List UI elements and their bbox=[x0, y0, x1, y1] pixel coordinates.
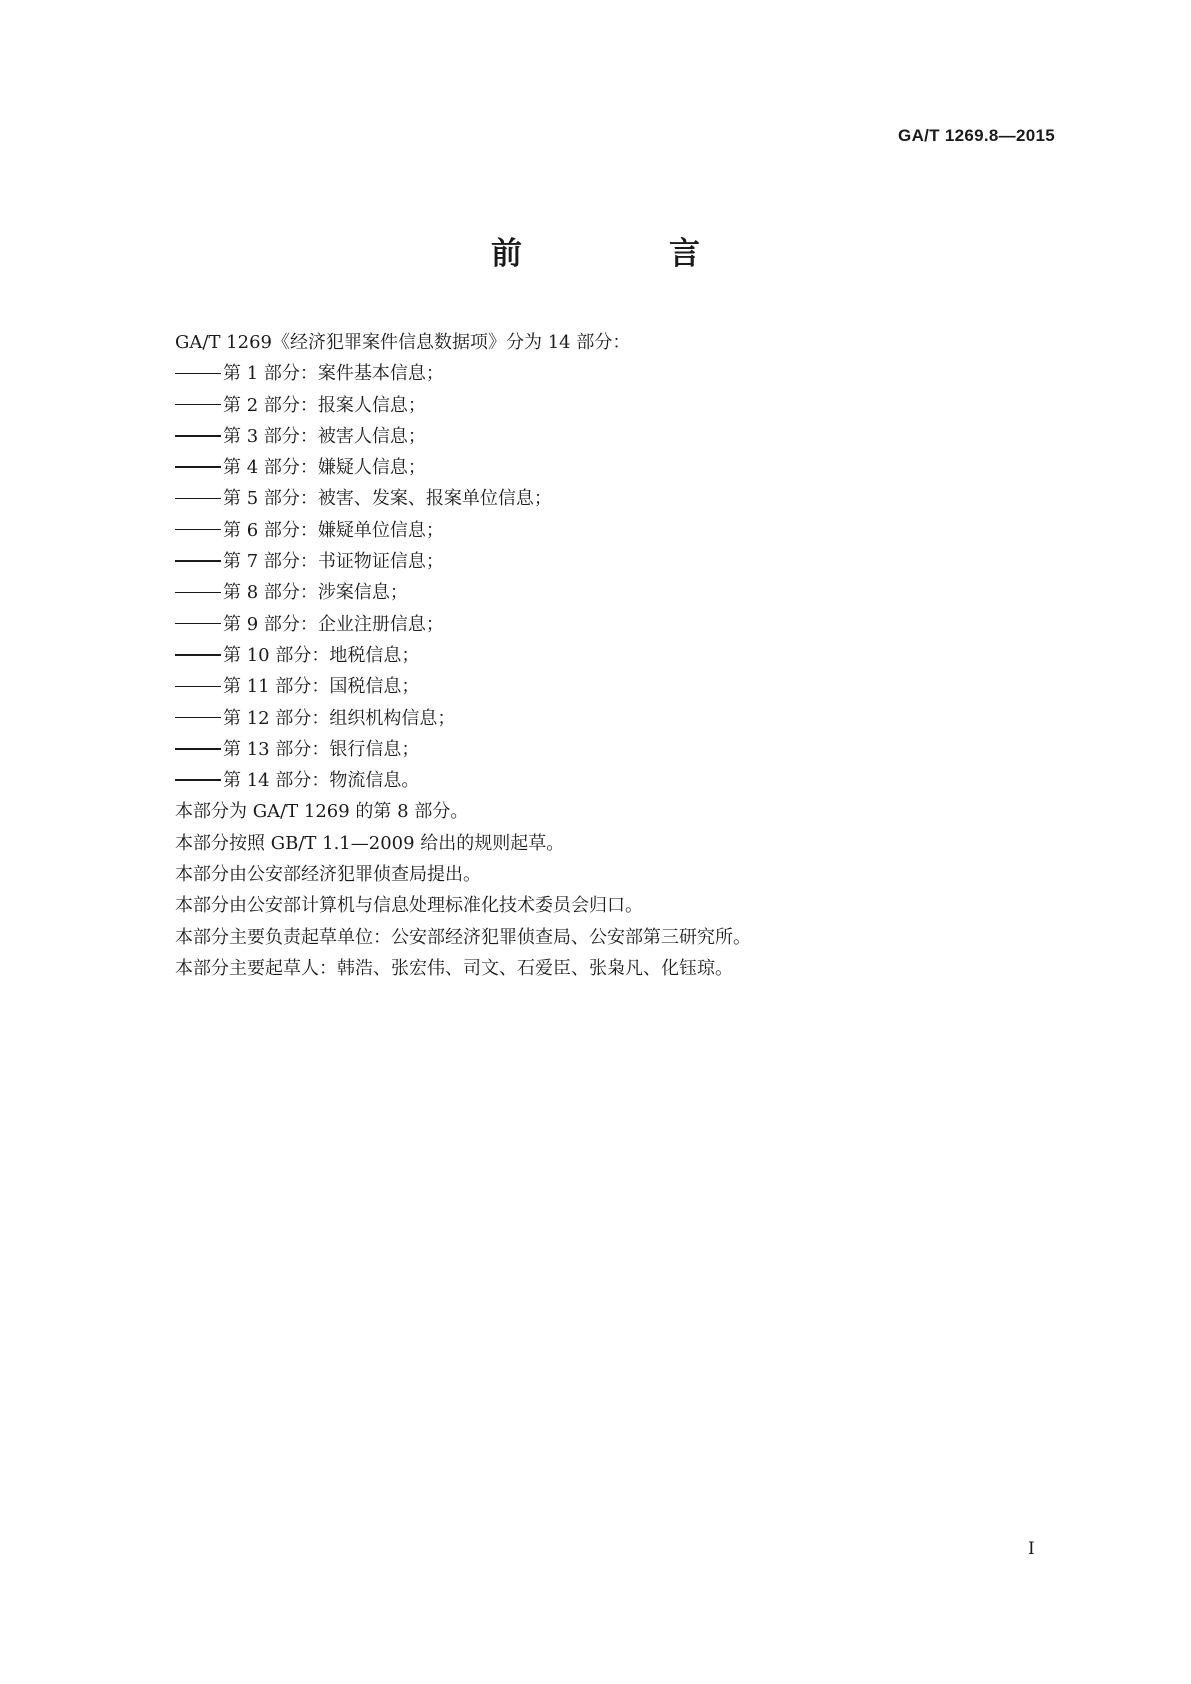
part-text: 第 6 部分：嫌疑单位信息； bbox=[223, 519, 444, 541]
em-dash bbox=[175, 654, 221, 655]
list-item bbox=[175, 734, 1055, 765]
em-dash bbox=[175, 529, 221, 530]
part-text: 第 10 部分：地税信息； bbox=[223, 644, 420, 666]
em-dash bbox=[175, 466, 221, 467]
list-item bbox=[175, 546, 1055, 577]
part-text: 第 4 部分：嫌疑人信息； bbox=[223, 457, 426, 479]
em-dash bbox=[175, 498, 221, 499]
list-item bbox=[175, 452, 1055, 483]
em-dash bbox=[175, 373, 221, 374]
part-text: 第 3 部分：被害人信息； bbox=[223, 425, 426, 447]
list-item bbox=[175, 577, 1055, 608]
list-item bbox=[175, 421, 1055, 452]
page-title: 前 言 bbox=[491, 236, 758, 272]
em-dash bbox=[175, 717, 221, 718]
part-text: 第 11 部分：国税信息； bbox=[223, 676, 420, 698]
statement-line: 本部分主要负责起草单位：公安部经济犯罪侦查局、公安部第三研究所。 bbox=[175, 926, 751, 948]
list-item bbox=[175, 483, 1055, 514]
statement-line: 本部分为 GA/T 1269 的第 8 部分。 bbox=[175, 801, 469, 823]
em-dash bbox=[175, 592, 221, 593]
em-dash bbox=[175, 779, 221, 780]
list-item bbox=[175, 640, 1055, 671]
em-dash bbox=[175, 435, 221, 436]
part-text: 第 9 部分：企业注册信息； bbox=[223, 613, 444, 635]
list-item bbox=[175, 671, 1055, 702]
foreword-body bbox=[175, 327, 1055, 984]
intro-line: GA/T 1269《经济犯罪案件信息数据项》分为 14 部分： bbox=[175, 332, 631, 353]
statement-line: 本部分主要起草人：韩浩、张宏伟、司文、石爱臣、张枭凡、化钰琼。 bbox=[175, 957, 733, 979]
part-text: 第 12 部分：组织机构信息； bbox=[223, 707, 456, 729]
statement-line: 本部分按照 GB/T 1.1—2009 给出的规则起草。 bbox=[175, 832, 565, 854]
em-dash bbox=[175, 686, 221, 687]
statement-line: 本部分由公安部计算机与信息处理标准化技术委员会归口。 bbox=[175, 895, 643, 917]
em-dash bbox=[175, 623, 221, 624]
em-dash bbox=[175, 748, 221, 749]
part-text: 第 1 部分：案件基本信息； bbox=[223, 363, 444, 385]
em-dash bbox=[175, 560, 221, 561]
list-item bbox=[175, 609, 1055, 640]
statement-line: 本部分由公安部经济犯罪侦查局提出。 bbox=[175, 864, 481, 886]
list-item bbox=[175, 703, 1055, 734]
part-text: 第 7 部分：书证物证信息； bbox=[223, 551, 444, 573]
part-text: 第 14 部分：物流信息。 bbox=[223, 770, 420, 792]
part-text: 第 13 部分：银行信息； bbox=[223, 738, 420, 760]
standard-code: GA/T 1269.8—2015 bbox=[898, 126, 1055, 145]
list-item bbox=[175, 390, 1055, 421]
list-item bbox=[175, 765, 1055, 796]
part-text: 第 8 部分：涉案信息； bbox=[223, 582, 408, 604]
em-dash bbox=[175, 404, 221, 405]
page-number: I bbox=[1028, 1539, 1035, 1559]
list-item bbox=[175, 358, 1055, 389]
part-text: 第 2 部分：报案人信息； bbox=[223, 394, 426, 416]
list-item bbox=[175, 515, 1055, 546]
part-text: 第 5 部分：被害、发案、报案单位信息； bbox=[223, 488, 552, 510]
